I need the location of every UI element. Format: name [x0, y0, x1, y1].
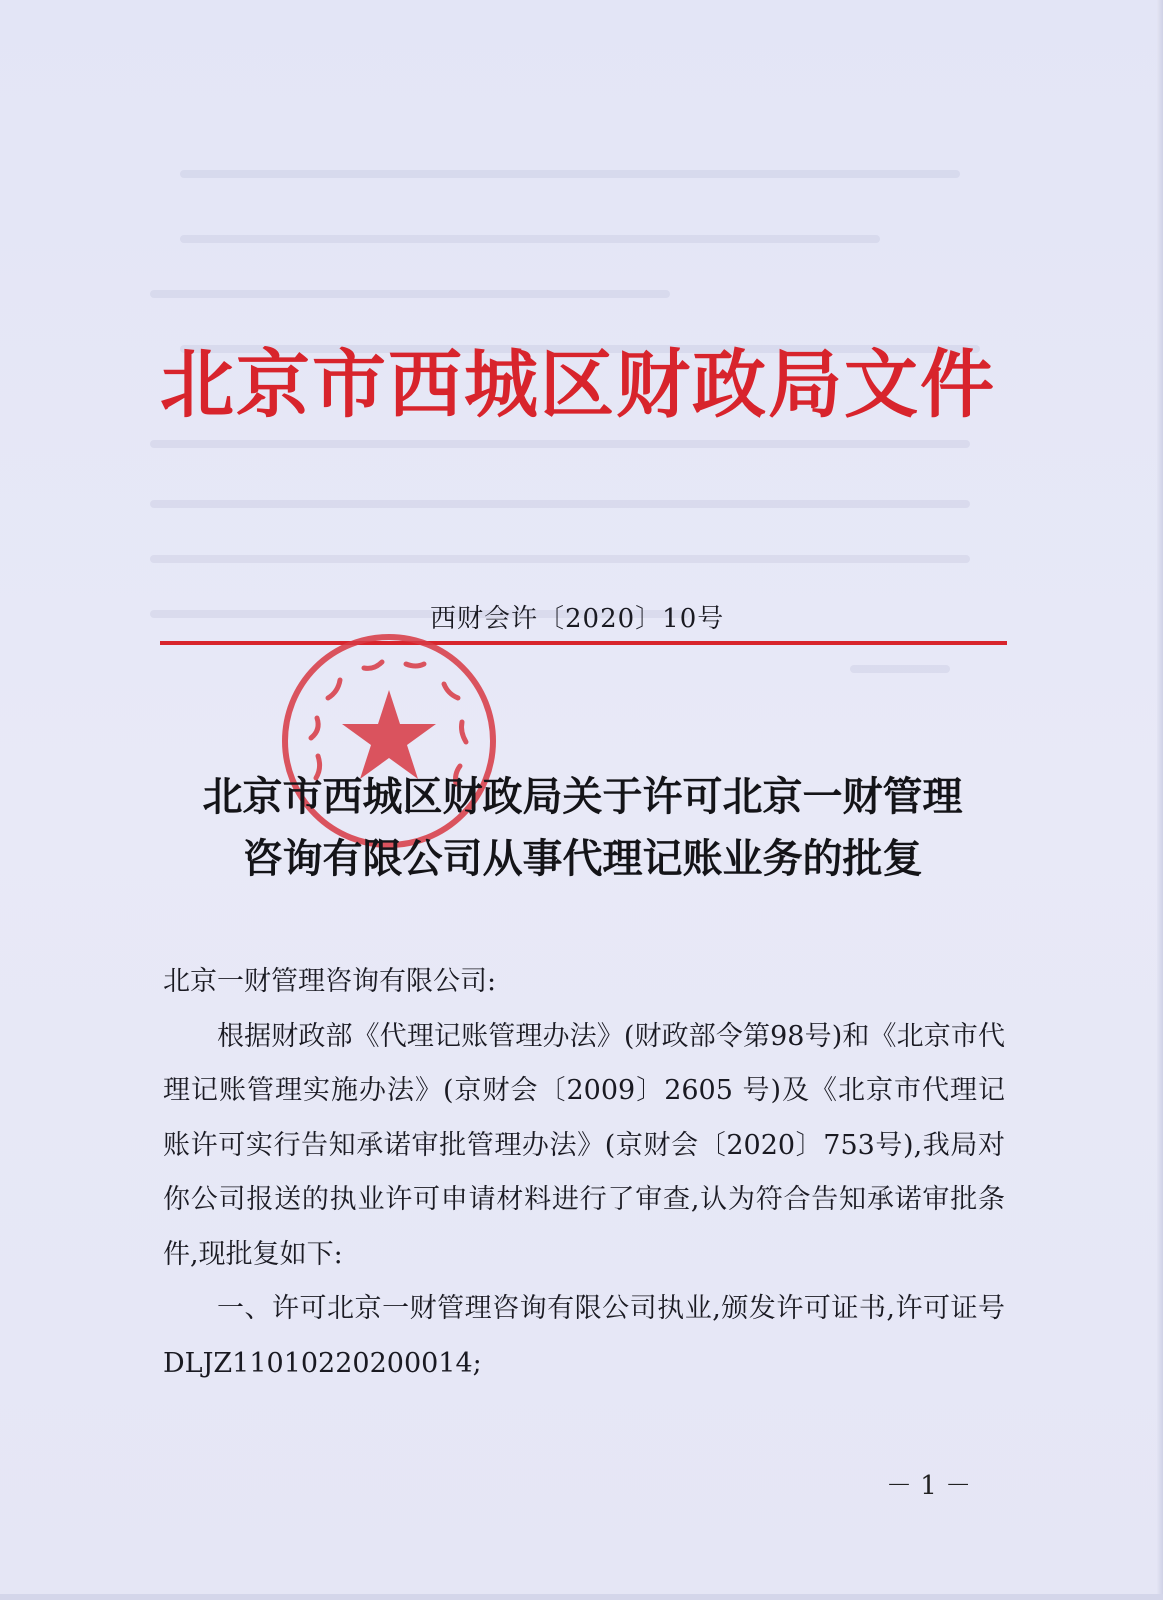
document-header-title: 北京市西城区财政局文件 — [160, 342, 996, 428]
document-title-line-1: 北京市西城区财政局关于许可北京一财管理 — [202, 774, 963, 820]
addressee: 北京一财管理咨询有限公司: — [163, 966, 497, 997]
body-paragraph: 一、许可北京一财管理咨询有限公司执业,颁发许可证书,许可证号 DLJZ11010220200014; — [163, 1293, 1005, 1379]
body-paragraph: 根据财政部《代理记账管理办法》(财政部令第98号)和《北京市代理记账管理实施办法》(京财会〔2009〕2605 号)及《北京市代理记账许可实行告知承诺审批管理办法》(京财会〔2020〕753号),我局对你公司报送的执业许可申请材料进行了审查,认为符合告知承诺审批条件,现批复如下: — [163, 1020, 1005, 1270]
document-title-line-2: 咨询有限公司从事代理记账业务的批复 — [242, 836, 923, 882]
document-number: 西财会许〔2020〕10号 — [430, 604, 725, 634]
document-title — [160, 766, 1005, 890]
scan-edge — [1157, 0, 1163, 1600]
page-number: － 1 － — [886, 1471, 972, 1501]
scan-bottom-edge — [0, 1594, 1163, 1600]
document-body — [163, 955, 1005, 1391]
